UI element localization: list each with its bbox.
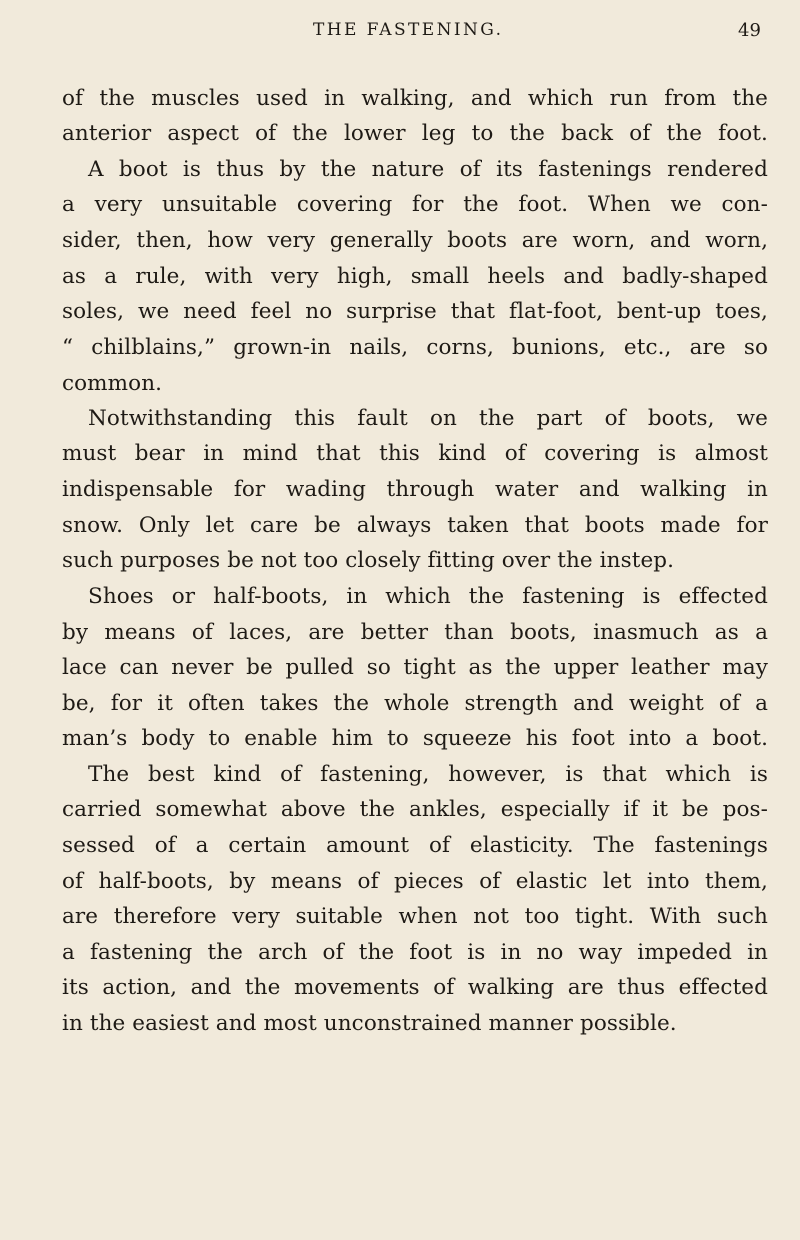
text-line: The best kind of fastening, however, is that which is: [88, 762, 768, 787]
text-line: its action, and the movements of walking are thus effected: [62, 975, 768, 1000]
text-line: of the muscles used in walking, and which run from the: [62, 86, 768, 111]
text-line: Notwithstanding this fault on the part of boots, we: [88, 406, 768, 431]
text-line: sider, then, how very generally boots are worn, and worn,: [62, 228, 768, 253]
running-head: [0, 20, 800, 48]
text-line: Shoes or half-boots, in which the fastening is effected: [88, 584, 768, 609]
text-line: common.: [62, 371, 163, 396]
text-line: soles, we need feel no surprise that flat-foot, bent-up toes,: [62, 299, 768, 324]
text-line: man’s body to enable him to squeeze his foot into a boot.: [62, 726, 768, 751]
text-line: in the easiest and most unconstrained manner possible.: [62, 1011, 677, 1036]
text-line: as a rule, with very high, small heels and badly-shaped: [62, 264, 768, 289]
text-line: “ chilblains,” grown-in nails, corns, bunions, etc., are so: [62, 335, 768, 360]
running-title: THE FASTENING.: [313, 20, 504, 40]
text-line: must bear in mind that this kind of covering is almost: [62, 441, 768, 466]
text-line: snow. Only let care be always taken that boots made for: [62, 513, 768, 538]
text-line: a very unsuitable covering for the foot. When we con-: [62, 192, 768, 217]
text-line: carried somewhat above the ankles, especially if it be pos-: [62, 797, 768, 822]
text-line: A boot is thus by the nature of its fastenings rendered: [88, 157, 768, 182]
text-line: of half-boots, by means of pieces of elastic let into them,: [62, 869, 768, 894]
text-line: are therefore very suitable when not too tight. With such: [62, 904, 768, 929]
text-line: such purposes be not too closely fitting over the instep.: [62, 548, 675, 573]
text-line: be, for it often takes the whole strength and weight of a: [62, 691, 768, 716]
text-line: a fastening the arch of the foot is in no way impeded in: [62, 940, 768, 965]
text-line: anterior aspect of the lower leg to the back of the foot.: [62, 121, 768, 146]
text-line: indispensable for wading through water and walking in: [62, 477, 768, 502]
text-line: sessed of a certain amount of elasticity. The fastenings: [62, 833, 768, 858]
text-line: lace can never be pulled so tight as the upper leather may: [62, 655, 768, 680]
text-line: by means of laces, are better than boots, inasmuch as a: [62, 620, 768, 645]
page-number: 49: [738, 20, 761, 41]
